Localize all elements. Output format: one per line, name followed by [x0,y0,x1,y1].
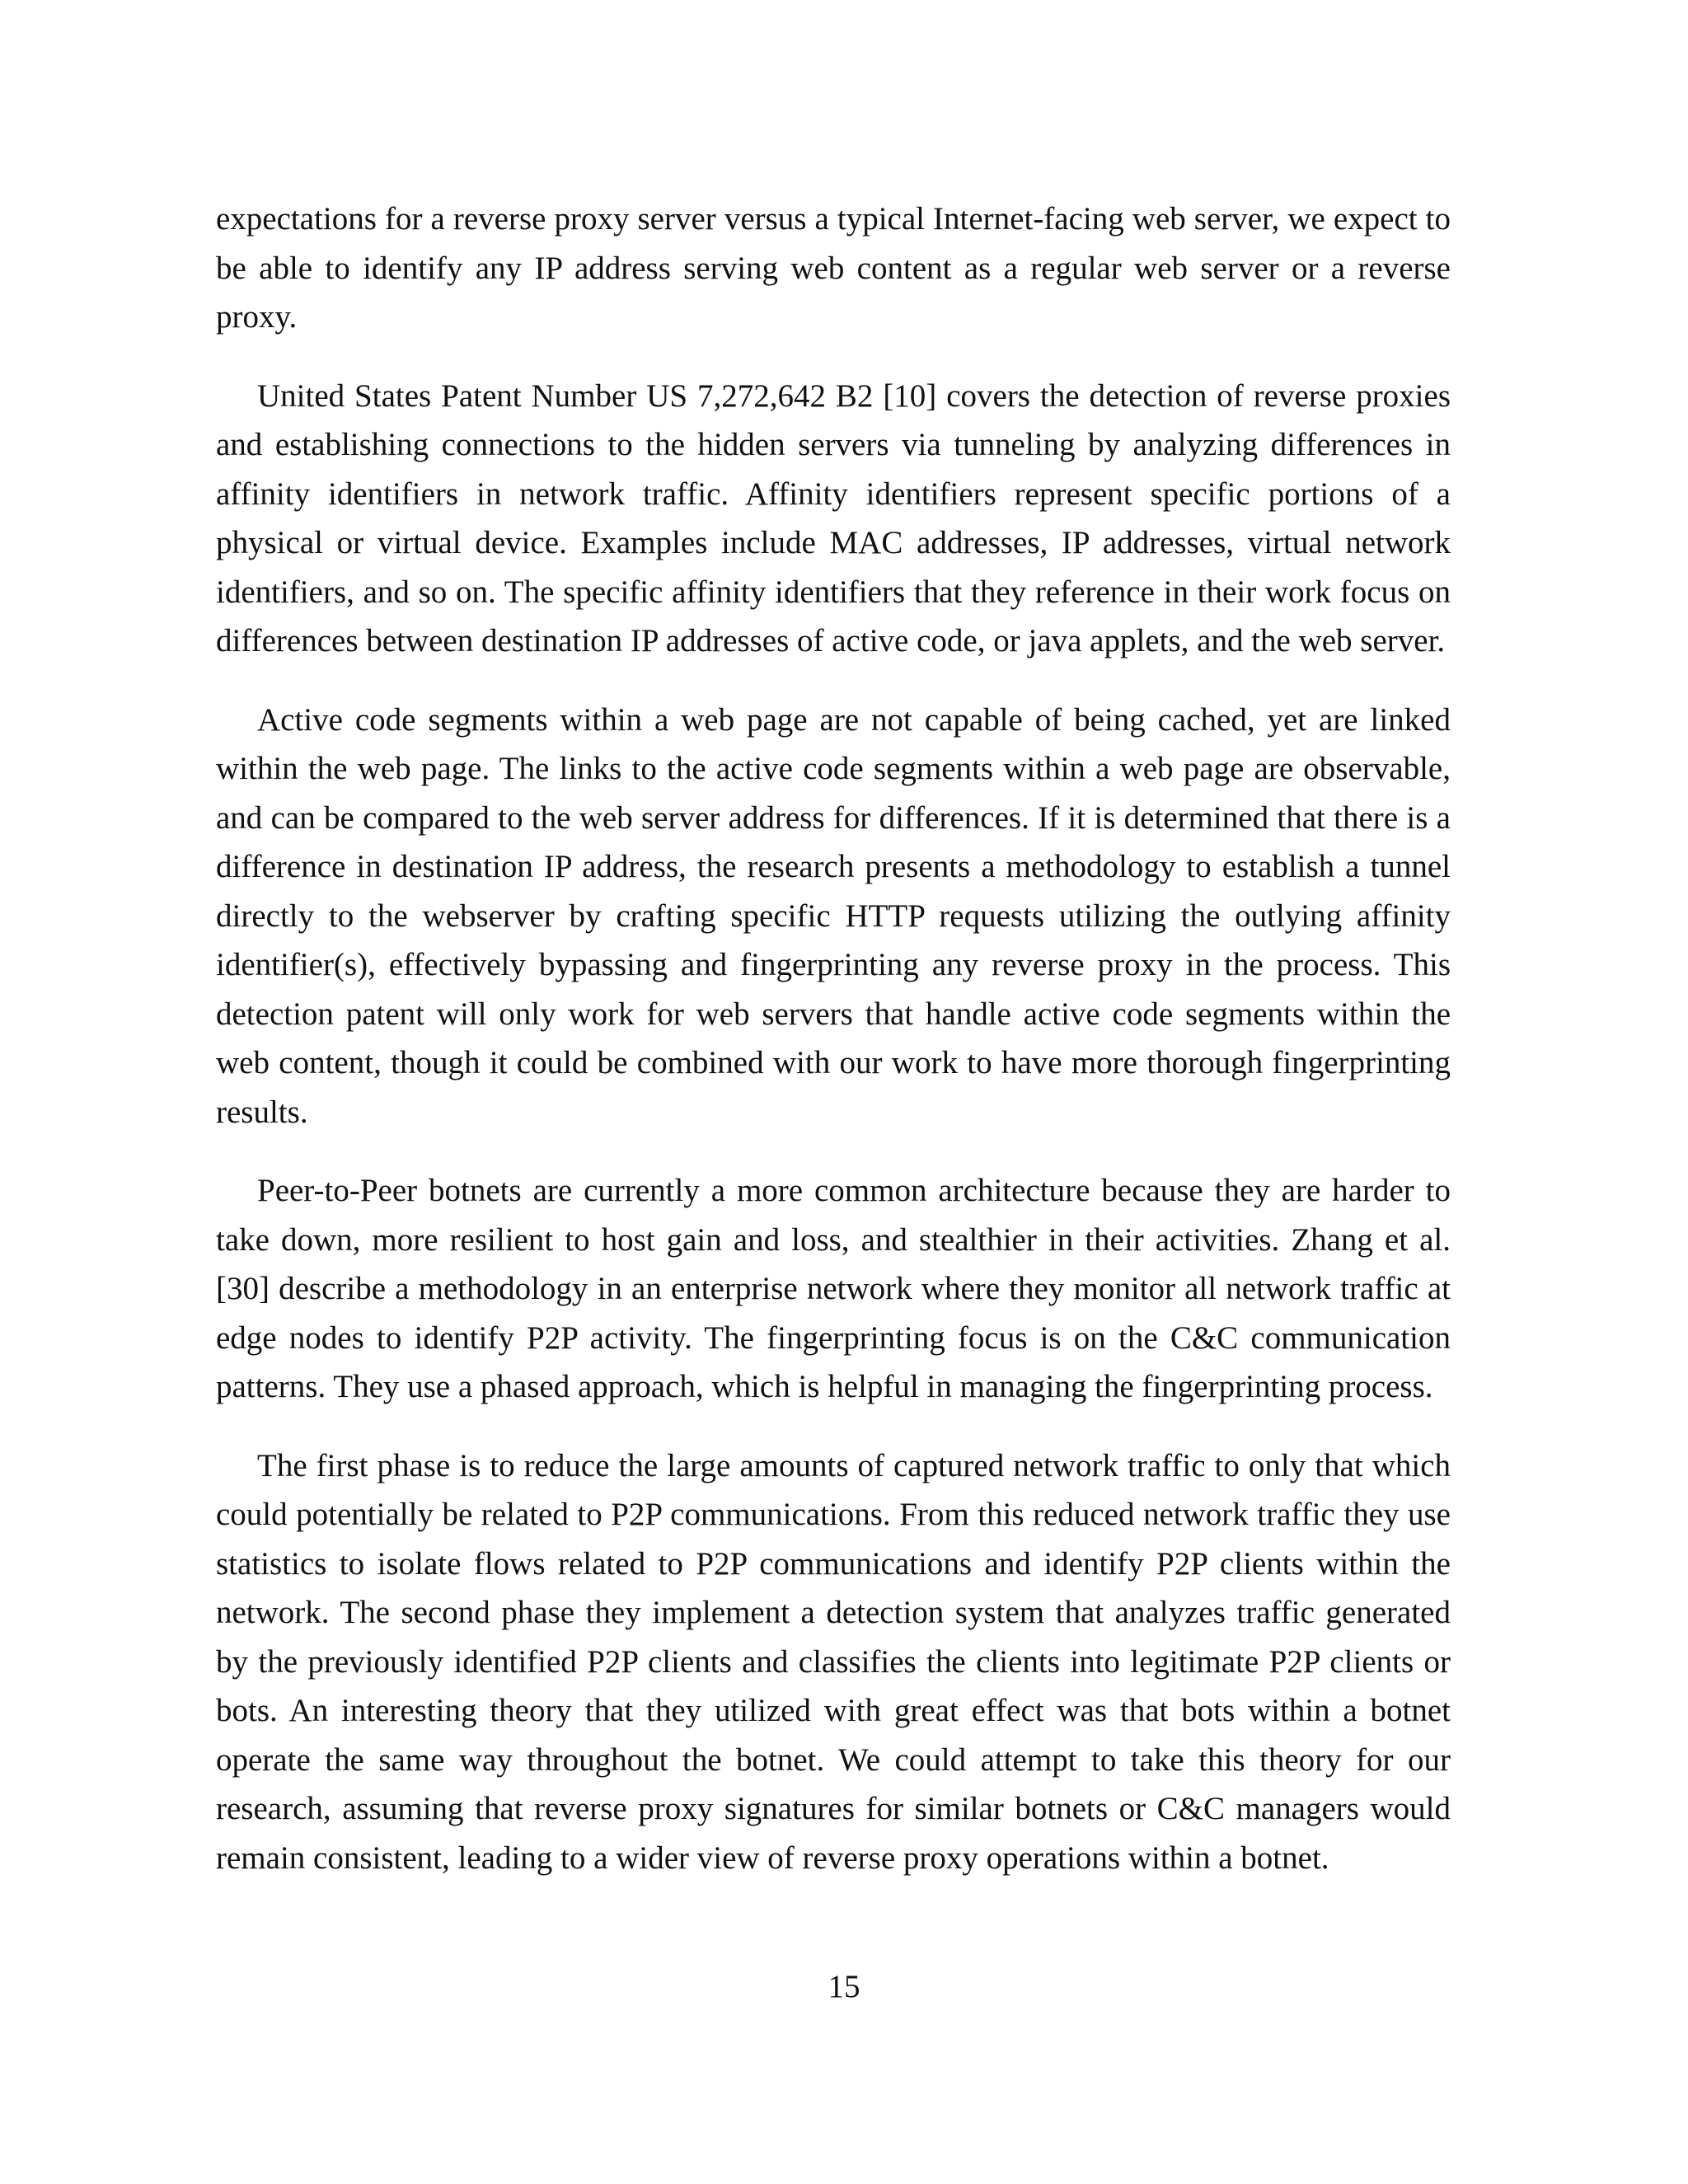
paragraph-continued-expectations: expectations for a reverse proxy server versus a typical Internet-facing web server, we expect to be able to identify any IP address serving web content as a regular web server or a reverse proxy. [216,201,1451,335]
paragraph-p2p-botnets: Peer-to-Peer botnets are currently a more common architecture because they are harder to take down, more resilient to host gain and loss, and stealthier in their activities. Zhang et al. [30] describe a methodology in an enterprise network where they monitor all network traffic at edge nodes to identify P2P activity. The fingerprinting focus is on the C&C communication patterns. They use a phased approach, which is helpful in managing the fingerprinting process. [216,1173,1451,1404]
paragraph-patent: United States Patent Number US 7,272,642 B2 [10] covers the detection of reverse proxies and establishing connections to the hidden servers via tunneling by analyzing differences in affinity identifiers in network traffic. Affinity identifiers represent specific portions of a physical or virtual device. Examples include MAC addresses, IP addresses, virtual network identifiers, and so on. The specific affinity identifiers that they reference in their work focus on differences between destination IP addresses of active code, or java applets, and the web server. [216,377,1451,658]
paragraph-active-code: Active code segments within a web page are not capable of being cached, yet are linked within the web page. The links to the active code segments within a web page are observable, and can be compared to the web server address for differences. If it is determined that there is a difference in destination IP address, the research presents a methodology to establish a tunnel directly to the webserver by crafting specific HTTP requests utilizing the outlying affinity identifier(s), effectively bypassing and fingerprinting any reverse proxy in the process. This detection patent will only work for web servers that handle active code segments within the web content, though it could be combined with our work to have more thorough fingerprinting results. [216,701,1451,1130]
body-text [216,194,1451,1912]
page-number: 15 [828,1969,860,2004]
paragraph-first-phase: The first phase is to reduce the large amounts of captured network traffic to only that which could potentially be related to P2P communications. From this reduced network traffic they use statistics to isolate flows related to P2P communications and identify P2P clients within the network. The second phase they implement a detection system that analyzes traffic generated by the previously identified P2P clients and classifies the clients into legitimate P2P clients or bots. An interesting theory that they utilized with great effect was that bots within a botnet operate the same way throughout the botnet. We could attempt to take this theory for our research, assuming that reverse proxy signatures for similar botnets or C&C managers would remain consistent, leading to a wider view of reverse proxy operations within a botnet. [216,1447,1451,1876]
